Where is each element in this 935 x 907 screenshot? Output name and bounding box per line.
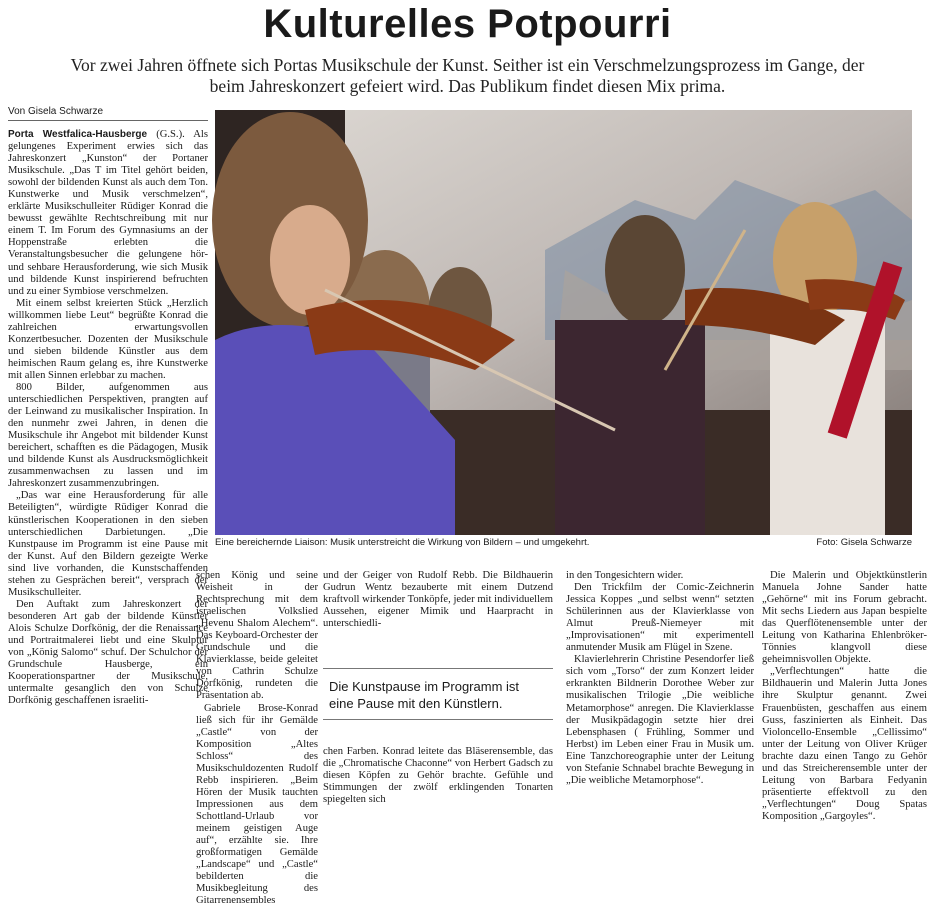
paragraph: schen König und seine Weisheit in der Rechtsprechung mit dem israelischen Volkslied „Hevenu Shalom Alechem“. Das Keyboard-Orchester der Grundschule und die Klavierklasse, beide geleitet von Cathrin Schulze Dorfkönig, rundeten die Präsentation ab.	[196, 570, 318, 702]
paragraph: Porta Westfalica-Hausberge (G.S.). Als gelungenes Experiment erwies sich das Jahreskonzert „Kunston“ der Portaner Musikschule. „Das T im Titel gehört beiden, sowohl der bildenden Kunst als auch dem Ton. Kunstwerke und Musik verschmelzen“, erklärte Musikschulleiter Rüdiger Konrad die bewusst gewählte Rechtschreibung mit nur einem T. Im Forum des Gymnasiums an der Hoppenstraße erlebten die Veranstaltungsbesucher die gelungene hör- und sehbare Herausforderung, wie sich Musik und bildende Kunst inspirierend befruchten und zu einer Symbiose verschmelzen.	[8, 129, 209, 297]
headline: Kulturelles Potpourri	[263, 2, 672, 46]
paragraph: Klavierlehrerin Christine Pesendorfer ließ sich vom „Torso“ der zum Konzert leider erkrankten Bildnerin Dorothee Weber zur musikalischen Trilogie „Die weibliche Metamorphose“ anregen. Die Klavierklasse der Musikpädagogin setzte hier drei Lebensphasen ( Frühling, Sommer und Herbst) im Leben einer Frau in Musik um. Eine Tanzchoreographie unter der Leitung von Stefanie Schnabel brachte Bewegung in „Die weibliche Metamorphose“.	[566, 654, 754, 786]
paragraph: „Das war eine Herausforderung für alle Beteiligten“, würdigte Rüdiger Konrad die künstlerischen Kooperationen in den sieben unterschiedlichen Darbietungen. „Die Kunstpause im Programm ist eine Pause mit der Kunst. Auf den Bildern gezeigte Werke sind live vorhanden, die Kunstschaffenden stehen zu Gesprächen bereit“, versprach der Musikschulleiter.	[8, 490, 208, 598]
paragraph: und der Geiger von Rudolf Rebb. Die Bildhauerin Gudrun Wentz bezauberte mit einem Dutzend kraftvoll wirkender Tonköpfe, jeder mit individuellem Aussehen, eigener Mimik und Haarpracht in unterschiedli-	[323, 570, 553, 630]
paragraph: „Verflechtungen“ hatte die Bildhauerin und Malerin Jutta Jones ihre Skulptur genannt. Zwei Frauenbüsten, geschaffen aus einem Guss, faszinierten als Einheit. Das Violoncello-Ensemble „Cellissimo“ unter der Leitung von Oliver Krüger brachte dazu einen Tango zu Gehör und das Streicherensemble unter der Leitung von Barbara Fedyanin präsentierte effektvoll zu den „Verflechtungen“ Doug Spatas Komposition „Gargoyles“.	[762, 666, 927, 822]
article-column-5	[762, 570, 927, 820]
photo-credit: Foto: Gisela Schwarze	[816, 537, 912, 548]
article-column-2	[196, 570, 318, 907]
paragraph: Mit einem selbst kreierten Stück „Herzlich willkommen liebe Leut“ begrüßte Konrad die zahlreichen erwartungsvollen Konzertbesucher. Dozenten der Musikschule und sieben bildende Künstler aus dem heimischen Raum gelang es, ihre Kunstwerke mit allen Sinnen erlebbar zu machen.	[8, 297, 208, 381]
article-column-3-top	[323, 570, 553, 662]
paragraph: 800 Bilder, aufgenommen aus unterschiedlichen Perspektiven, prangten auf der Leinwand zu musikalischer Inspiration. In den nunmehr zwei Jahren, in denen die Musikschule ihr Angebot mit bildender Kunst bereichert, schafften es die Pädagogen, Musik und bildende Kunst als Ausdrucksmöglichkeit zusammenwachsen zu lassen und im Jahreskonzert zusammenzubringen.	[8, 381, 208, 490]
article-column-3-bottom	[323, 746, 553, 820]
pull-quote: Die Kunstpause im Programm ist eine Pause mit den Künstlern.	[323, 668, 553, 720]
byline: Von Gisela Schwarze	[8, 106, 104, 117]
photo-caption	[215, 537, 912, 548]
byline-rule	[8, 120, 208, 121]
article-column-1	[8, 129, 208, 819]
concert-photo	[215, 110, 912, 535]
paragraph: Den Auftakt zum Jahreskonzert der besonderen Art gab der bildende Künstler Alois Schulze Dorfkönig, der die Renaissance und Portraitmalerei liebt und eine Skulptur von „König Salomo“ schuf. Der Schulchor der Grundschule Hausberge, ein Kooperationspartner der Musikschule, untermalte gesanglich den von Schulze Dorfkönig geschaffenen israeliti-	[8, 598, 208, 707]
paragraph: chen Farben. Konrad leitete das Bläserensemble, das die „Chromatische Chaconne“ von Herbert Gadsch zu diesen Köpfen zu Gehör brachte. Gefühle und Stimmungen der zwölf erklingenden Tonarten spiegelten sich	[323, 746, 553, 806]
violinists-illustration	[215, 110, 912, 535]
paragraph: Gabriele Brose-Konrad ließ sich für ihr Gemälde „Castle“ von der Komposition „Altes Schloss“ des Musikschuldozenten Rudolf Rebb inspirieren. „Beim Hören der Musik tauchten Impressionen aus dem Schottland-Urlaub vor meinem geistigen Auge auf“, erzählte sie. Ihre großformatigen Gemälde „Landscape“ und „Castle“ bebilderten die Musikbegleitung des Gitarrenensembles	[196, 702, 318, 907]
paragraph: Den Trickfilm der Comic-Zeichnerin Jessica Koppes „und selbst wenn“ setzten Schülerinnen aus der Klavierklasse von Almut Preuß-Niemeyer mit „Improvisationen“ mit experimentell anmutender Musik am Flügel in Szene.	[566, 582, 754, 654]
dateline: Porta Westfalica-Hausberge	[8, 129, 148, 140]
article-column-4	[566, 570, 754, 820]
paragraph: in den Tongesichtern wider.	[566, 570, 684, 581]
paragraph: Die Malerin und Objektkünstlerin Manuela Johne Sander hatte „Gehörne“ mit ins Forum gebracht. Mit sechs Liedern aus Japan bespielte das Querflötenensemble unter der Leitung von Katharina Ehlenbröker-Tönnies klangvoll diese geheimnisvollen Objekte.	[762, 570, 927, 666]
caption-text: Eine bereichernde Liaison: Musik unterstreicht die Wirkung von Bildern – und umgekehrt.	[215, 537, 590, 548]
subheadline: Vor zwei Jahren öffnete sich Portas Musikschule der Kunst. Seither ist ein Verschmelzungsprozess im Gange, der beim Jahreskonzert gefeiert wird. Das Publikum findet diesen Mix prima.	[70, 55, 865, 96]
